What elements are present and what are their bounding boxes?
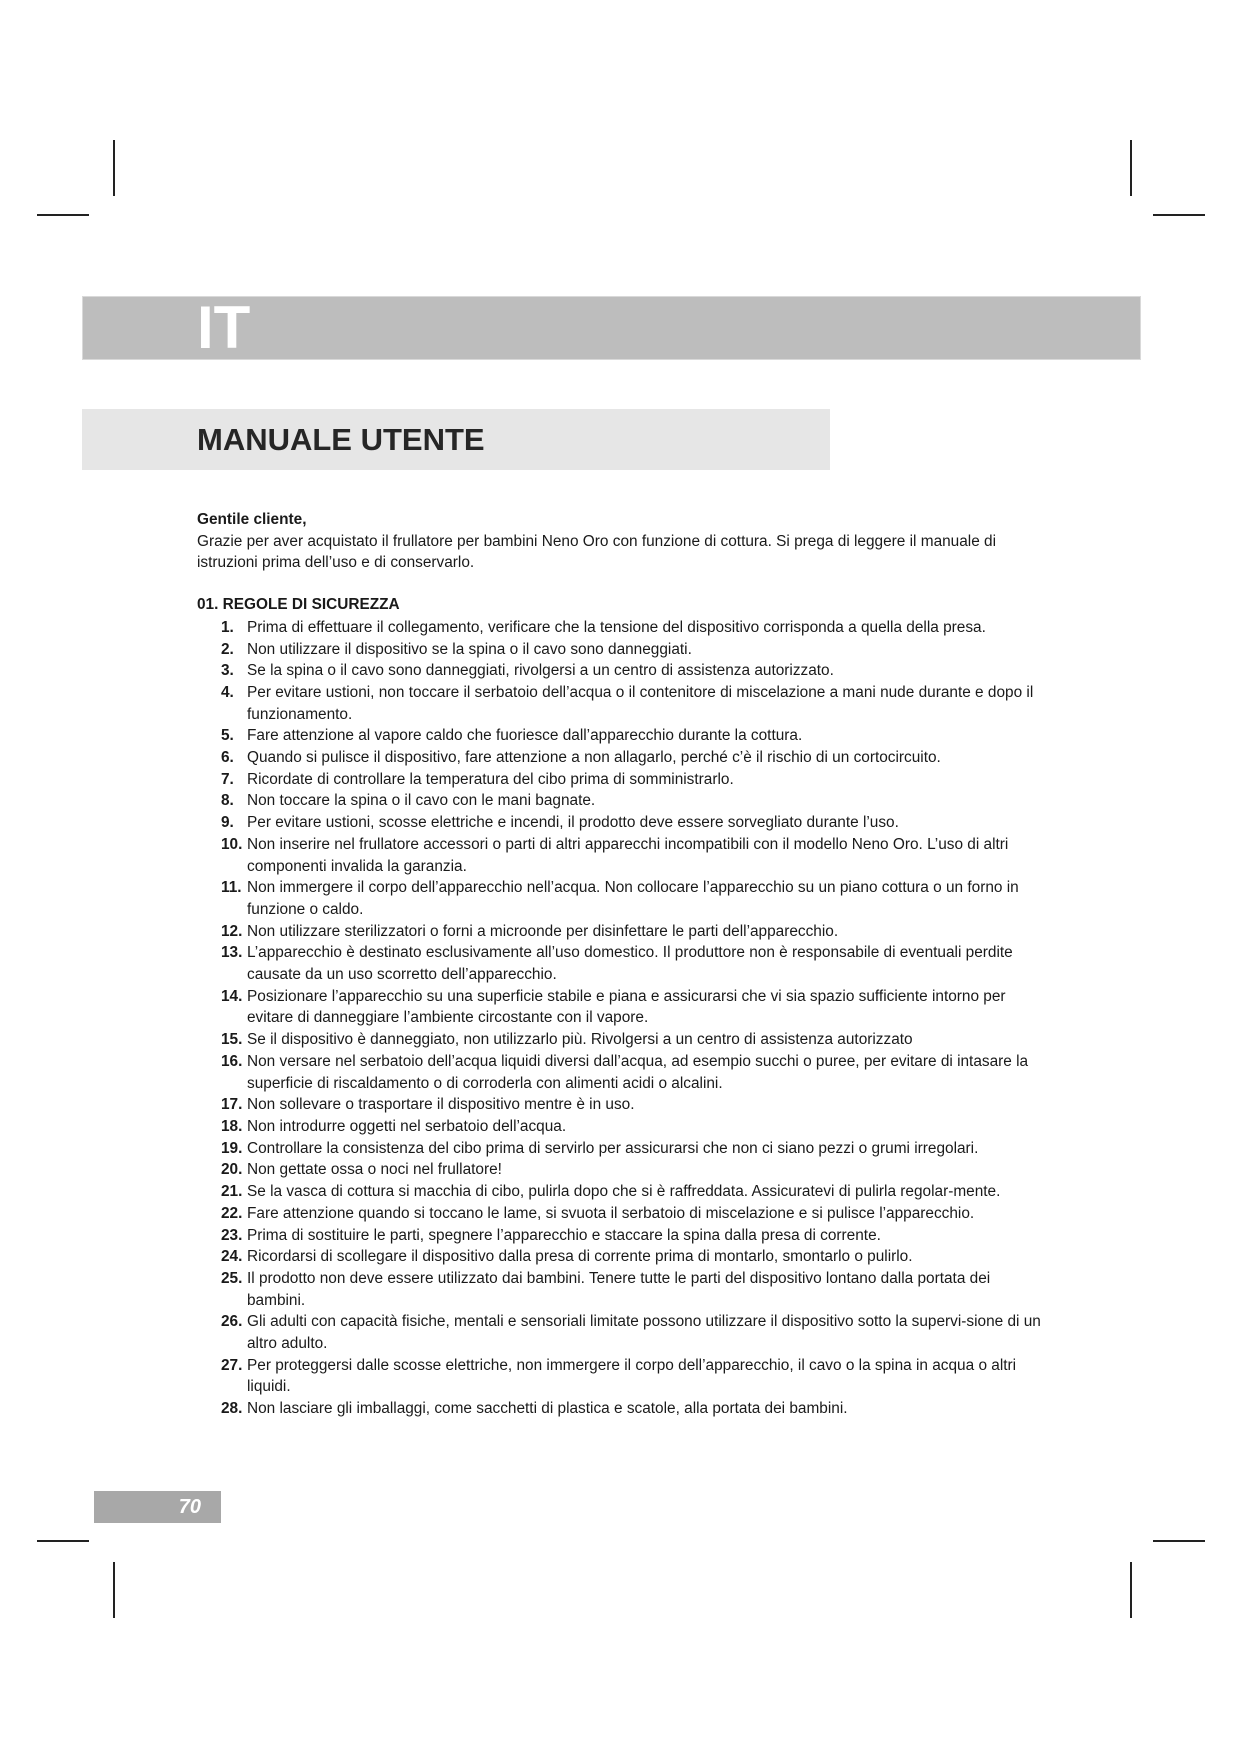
list-item-number: 6. (221, 749, 234, 767)
list-item-text: Quando si pulisce il dispositivo, fare attenzione a non allagarlo, perché c’è il rischio di un cortocircuito. (247, 749, 941, 767)
list-item-number: 17. (221, 1096, 243, 1114)
list-item-number: 26. (221, 1313, 243, 1331)
list-item-number: 13. (221, 944, 243, 962)
crop-mark-bottom-left-vertical (113, 1562, 115, 1618)
list-item-text: L’apparecchio è destinato esclusivamente all’uso domestico. Il produttore non è responsabile di eventuali perdite causate da un uso scorretto dell’apparecchio. (247, 944, 1013, 984)
language-header-bar (82, 296, 1141, 360)
list-item-text: Fare attenzione quando si toccano le lame, si svuota il serbatoio di miscelazione e si pulisce l’apparecchio. (247, 1204, 975, 1222)
list-item-text: Prima di sostituire le parti, spegnere l’apparecchio e staccare la spina dalla presa di corrente. (247, 1226, 881, 1244)
list-item-number: 10. (221, 835, 243, 853)
list-item-number: 1. (221, 618, 234, 636)
list-item-number: 8. (221, 792, 234, 810)
list-item (197, 1398, 1047, 1420)
list-item-text: Fare attenzione al vapore caldo che fuoriesce dall’apparecchio durante la cottura. (247, 727, 803, 745)
list-item (197, 1311, 1047, 1354)
list-item (197, 1094, 1047, 1116)
list-item (197, 682, 1047, 725)
list-item (197, 1246, 1047, 1268)
list-item-number: 15. (221, 1031, 243, 1049)
list-item (197, 812, 1047, 834)
list-item (197, 1116, 1047, 1138)
list-item-number: 2. (221, 640, 234, 658)
list-item (197, 877, 1047, 920)
list-item-number: 28. (221, 1400, 243, 1418)
crop-mark-top-right-horizontal (1153, 214, 1205, 216)
list-item (197, 1203, 1047, 1225)
list-item-number: 5. (221, 727, 234, 745)
list-item-number: 12. (221, 922, 243, 940)
list-item-number: 16. (221, 1052, 243, 1070)
list-item (197, 1051, 1047, 1094)
crop-mark-top-left-vertical (113, 140, 115, 196)
greeting: Gentile cliente, (197, 511, 307, 528)
list-item-number: 11. (221, 879, 242, 897)
list-item-text: Non utilizzare il dispositivo se la spina o il cavo sono danneggiati. (247, 640, 692, 658)
list-item-text: Non utilizzare sterilizzatori o forni a microonde per disinfettare le parti dell’apparecchio. (247, 922, 839, 940)
intro-paragraph: Grazie per aver acquistato il frullatore per bambini Neno Oro con funzione di cottura. Si prega di leggere il manuale di istruzioni prima dell’uso e di conservarlo. (197, 532, 997, 572)
list-item-text: Non inserire nel frullatore accessori o parti di altri apparecchi incompatibili con il modello Neno Oro. L’uso di altri componenti invalida la garanzia. (247, 835, 1009, 875)
list-item-number: 20. (221, 1161, 243, 1179)
list-item (197, 660, 1047, 682)
list-item-text: Ricordarsi di scollegare il dispositivo dalla presa di corrente prima di montarlo, smontarlo o pulirlo. (247, 1248, 913, 1266)
list-item-text: Non gettate ossa o noci nel frullatore! (247, 1161, 502, 1179)
list-item (197, 747, 1047, 769)
list-item-number: 4. (221, 683, 234, 701)
list-item-text: Ricordate di controllare la temperatura del cibo prima di somministrarlo. (247, 770, 734, 788)
list-item-text: Non versare nel serbatoio dell’acqua liquidi diversi dall’acqua, ad esempio succhi o puree, per evitare di intasare la superficie di riscaldamento o di corroderla con alimenti acidi o alcalini. (247, 1052, 1029, 1092)
crop-mark-top-left-horizontal (37, 214, 89, 216)
list-item-text: Gli adulti con capacità fisiche, mentali e sensoriali limitate possono utilizzare il dispositivo sotto la supervi-sione di un altro adulto. (247, 1313, 1041, 1353)
safety-rules-list (197, 617, 1047, 1420)
manual-title: MANUALE UTENTE (197, 422, 485, 457)
list-item-number: 27. (221, 1356, 243, 1374)
list-item-number: 25. (221, 1269, 243, 1287)
list-item (197, 1138, 1047, 1160)
crop-mark-bottom-right-horizontal (1153, 1540, 1205, 1542)
list-item (197, 725, 1047, 747)
document-body (197, 509, 1047, 1420)
list-item-text: Non introdurre oggetti nel serbatoio dell’acqua. (247, 1117, 567, 1135)
list-item (197, 986, 1047, 1029)
list-item-text: Non immergere il corpo dell’apparecchio nell’acqua. Non collocare l’apparecchio su un piano cottura o un forno in funzione o caldo. (247, 879, 1019, 918)
list-item (197, 1268, 1047, 1311)
list-item-text: Se la spina o il cavo sono danneggiati, rivolgersi a un centro di assistenza autorizzato. (247, 662, 834, 680)
list-item-text: Controllare la consistenza del cibo prima di servirlo per assicurarsi che non ci siano pezzi o grumi irregolari. (247, 1139, 979, 1157)
language-code: IT (197, 294, 251, 361)
title-bar (82, 409, 830, 470)
list-item-text: Il prodotto non deve essere utilizzato dai bambini. Tenere tutte le parti del dispositivo lontano dalla portata dei bambini. (247, 1269, 991, 1309)
list-item-number: 24. (221, 1248, 243, 1266)
list-item (197, 639, 1047, 661)
section-title: 01. REGOLE DI SICUREZZA (197, 596, 400, 614)
list-item-text: Prima di effettuare il collegamento, verificare che la tensione del dispositivo corrisponda a quella della presa. (247, 618, 986, 636)
list-item (197, 1159, 1047, 1181)
crop-mark-top-right-vertical (1130, 140, 1132, 196)
list-item-number: 19. (221, 1139, 243, 1157)
list-item (197, 1029, 1047, 1051)
list-item-number: 14. (221, 987, 243, 1005)
list-item-text: Non sollevare o trasportare il dispositivo mentre è in uso. (247, 1096, 635, 1114)
list-item-number: 3. (221, 662, 234, 680)
list-item (197, 834, 1047, 877)
list-item (197, 769, 1047, 791)
list-item-text: Per proteggersi dalle scosse elettriche, non immergere il corpo dell’apparecchio, il cavo o la spina in acqua o altri liquidi. (247, 1356, 1017, 1396)
list-item (197, 790, 1047, 812)
crop-mark-bottom-right-vertical (1130, 1562, 1132, 1618)
list-item-number: 9. (221, 814, 234, 832)
page-number: 70 (178, 1496, 201, 1518)
list-item-text: Per evitare ustioni, scosse elettriche e incendi, il prodotto deve essere sorvegliato durante l’uso. (247, 814, 899, 832)
list-item (197, 617, 1047, 639)
list-item-text: Posizionare l’apparecchio su una superficie stabile e piana e assicurarsi che vi sia spazio sufficiente intorno per evitare di danneggiare l’ambiente circostante con il vapore. (247, 987, 1006, 1027)
list-item (197, 921, 1047, 943)
list-item-number: 22. (221, 1204, 243, 1222)
list-item-text: Non lasciare gli imballaggi, come sacchetti di plastica e scatole, alla portata dei bambini. (247, 1400, 848, 1418)
list-item-number: 21. (221, 1183, 243, 1201)
list-item-text: Se il dispositivo è danneggiato, non utilizzarlo più. Rivolgersi a un centro di assistenza autorizzato (247, 1031, 913, 1049)
list-item-text: Se la vasca di cottura si macchia di cibo, pulirla dopo che si è raffreddata. Assicuratevi di pulirla regolar-mente. (247, 1183, 1001, 1201)
page-number-box (94, 1491, 221, 1523)
list-item-number: 23. (221, 1226, 243, 1244)
list-item-text: Non toccare la spina o il cavo con le mani bagnate. (247, 792, 596, 810)
list-item (197, 1225, 1047, 1247)
list-item (197, 1355, 1047, 1398)
list-item (197, 942, 1047, 985)
list-item-text: Per evitare ustioni, non toccare il serbatoio dell’acqua o il contenitore di miscelazione a mani nude durante e dopo il funzionamento. (247, 683, 1034, 723)
list-item-number: 7. (221, 770, 234, 788)
list-item (197, 1181, 1047, 1203)
crop-mark-bottom-left-horizontal (37, 1540, 89, 1542)
list-item-number: 18. (221, 1117, 243, 1135)
